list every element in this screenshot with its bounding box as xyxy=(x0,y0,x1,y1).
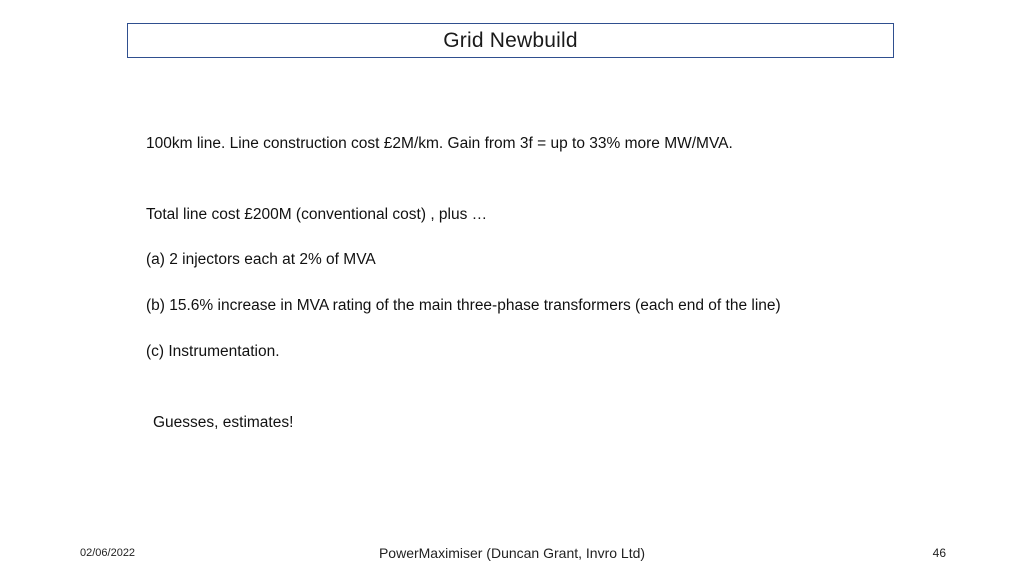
body-line-item-b: (b) 15.6% increase in MVA rating of the main three-phase transformers (each end of the line) xyxy=(146,297,781,314)
body-line-item-c: (c) Instrumentation. xyxy=(146,343,280,360)
slide-title-box xyxy=(127,23,894,58)
body-line-item-a: (a) 2 injectors each at 2% of MVA xyxy=(146,251,376,268)
footer-presenter: PowerMaximiser (Duncan Grant, Invro Ltd) xyxy=(378,545,646,561)
body-line-line-facts: 100km line. Line construction cost £2M/km. Gain from 3f = up to 33% more MW/MVA. xyxy=(146,135,733,152)
body-line-total-cost: Total line cost £200M (conventional cost) , plus … xyxy=(146,206,488,223)
slide-title: Grid Newbuild xyxy=(443,28,578,52)
footer-date: 02/06/2022 xyxy=(80,547,136,559)
footer-page-number: 46 xyxy=(932,546,946,560)
body-line-guesses: Guesses, estimates! xyxy=(153,414,294,431)
